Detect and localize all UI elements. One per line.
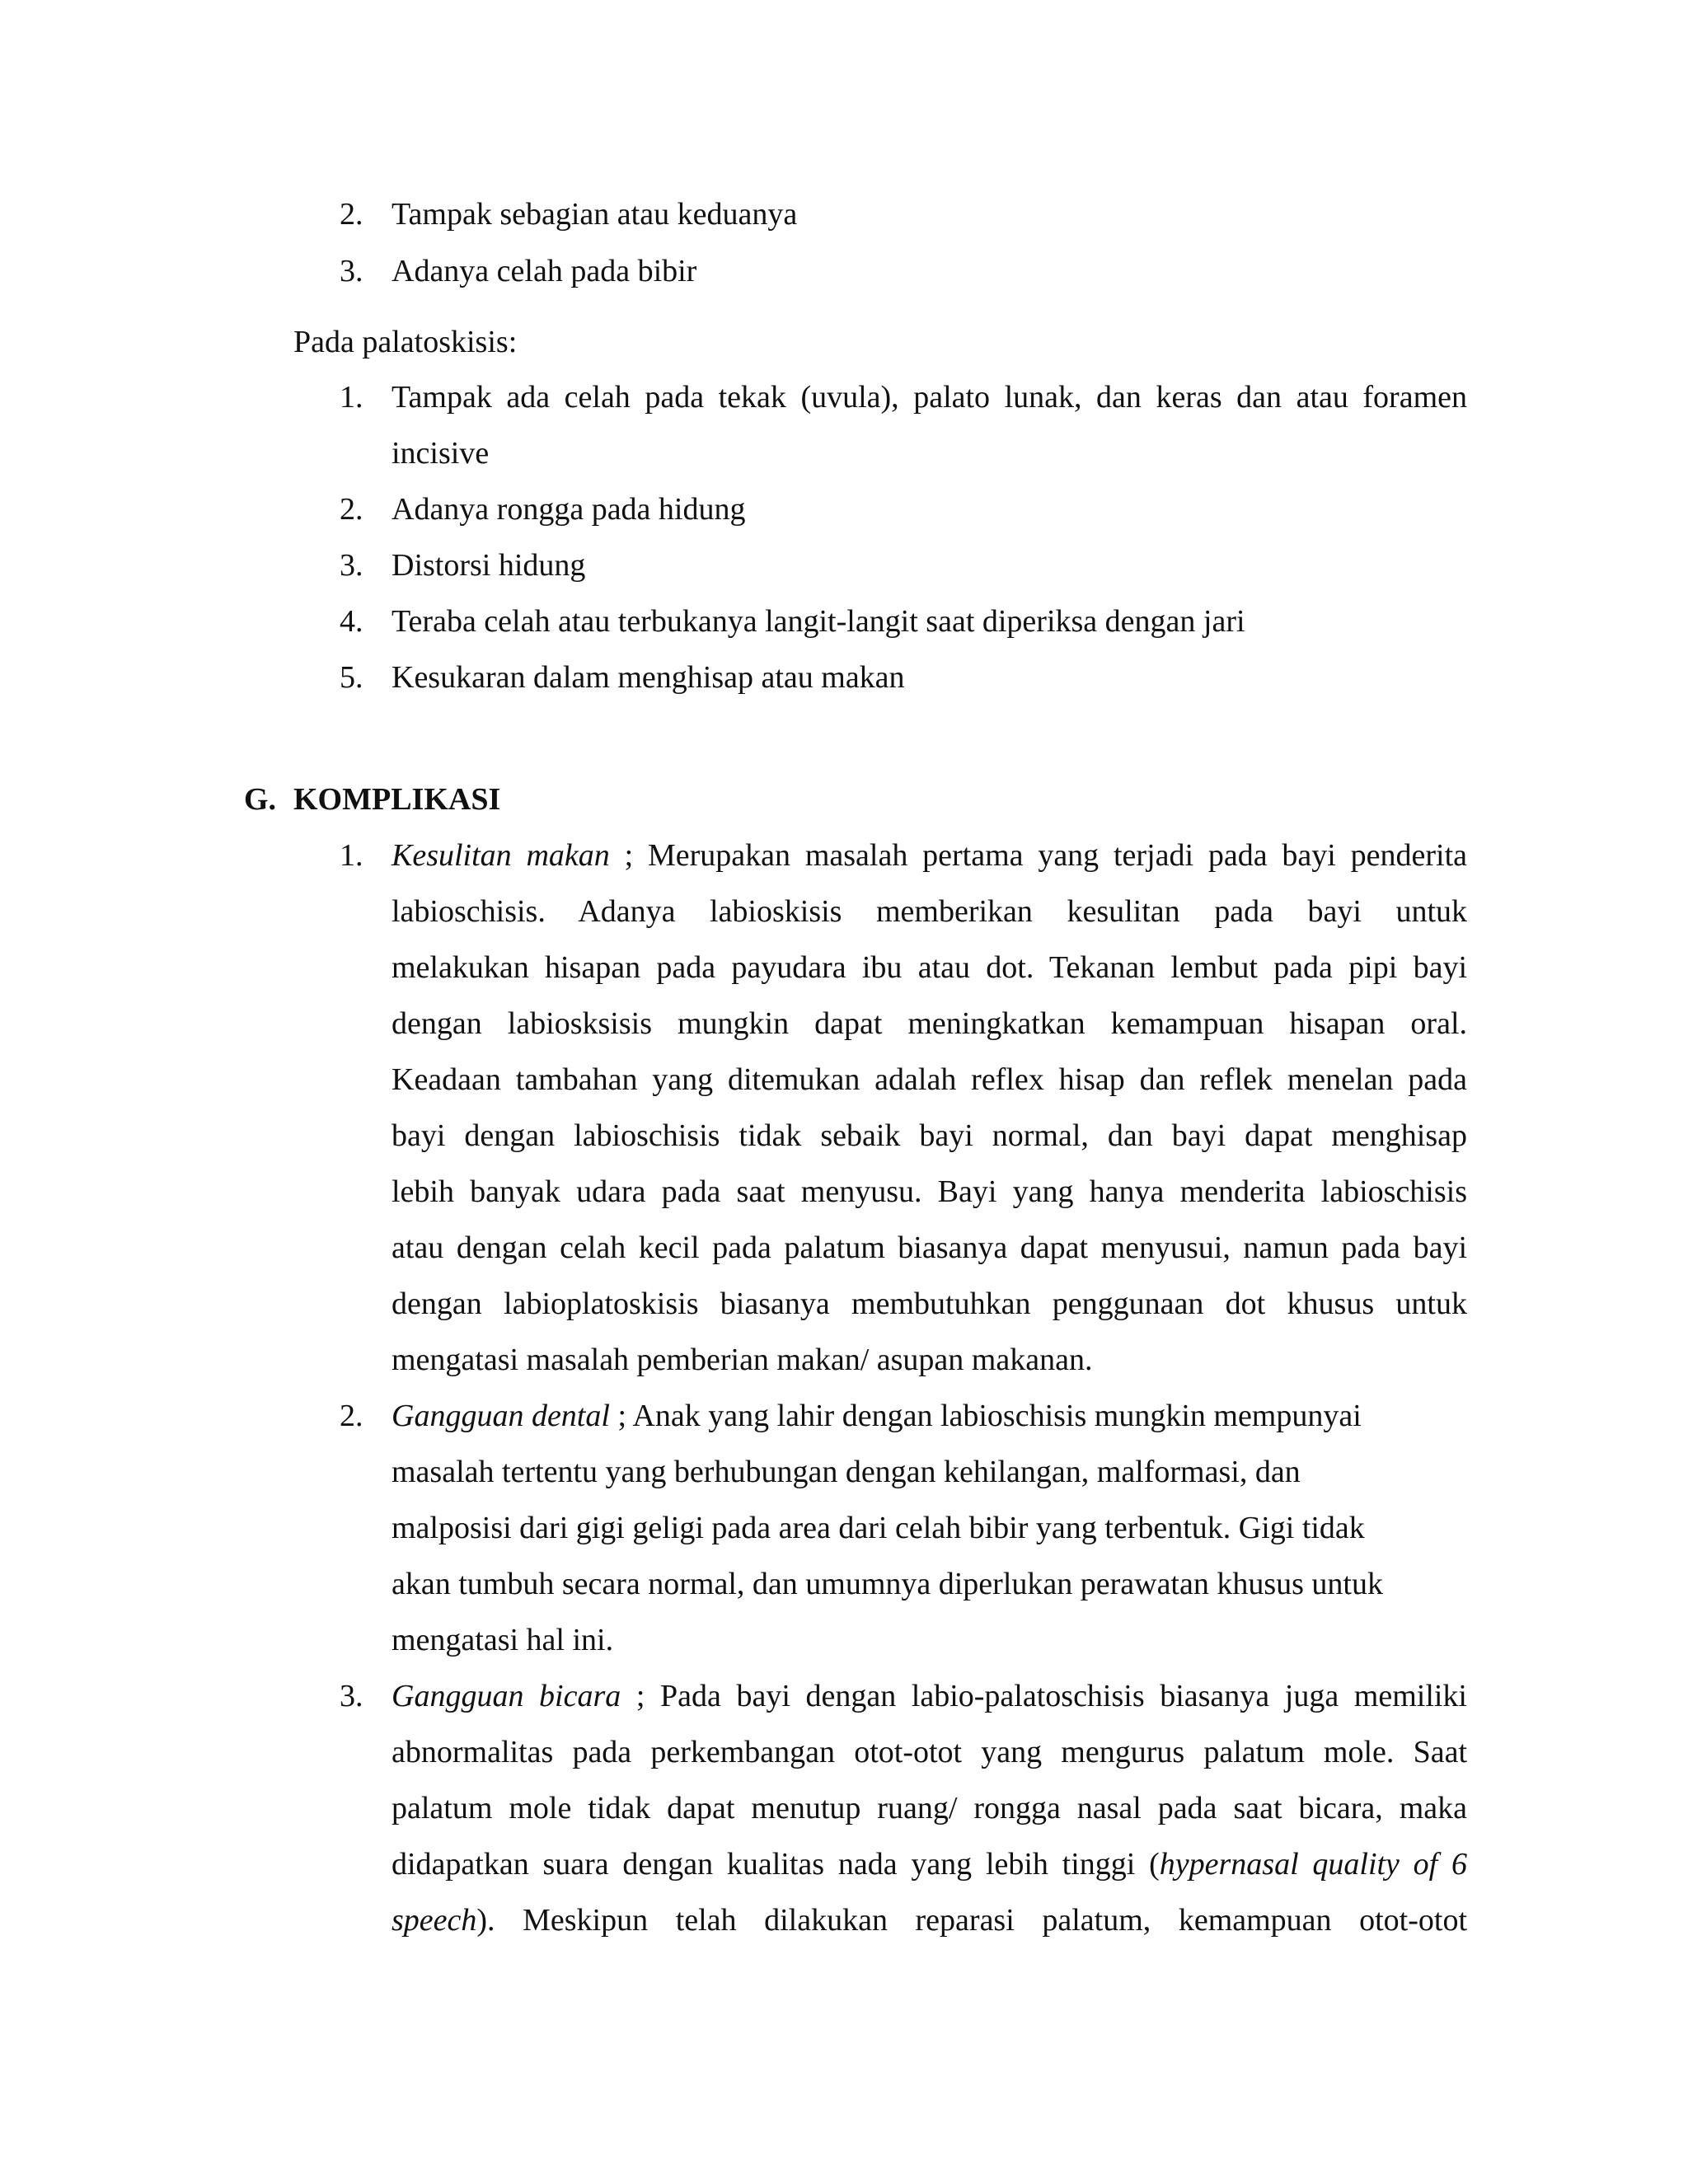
list-item-text: ; Anak yang lahir dengan labioschisis mungkin mempunyai — [609, 1399, 1362, 1433]
list-item-text-cont: abnormalitas pada perkembangan otot-otot yang mengurus palatum mole. Saat — [392, 1735, 1467, 1769]
list-item-text: ; Merupakan masalah pertama yang terjadi pada bayi penderita — [609, 838, 1468, 873]
list-item-text-cont: mengatasi masalah pemberian makan/ asupan makanan. — [392, 1343, 1093, 1377]
list-number: 2. — [340, 492, 363, 527]
list-item-text-cont: mengatasi hal ini. — [392, 1623, 614, 1657]
list-number: 1. — [340, 380, 363, 415]
list-item-text: Distorsi hidung — [392, 548, 586, 583]
list-item-text-cont: akan tumbuh secara normal, dan umumnya diperlukan perawatan khusus untuk — [392, 1567, 1383, 1601]
list-number: 1. — [340, 838, 363, 873]
list-item-text-cont: labioschisis. Adanya labioskisis memberikan kesulitan pada bayi untuk — [392, 894, 1467, 929]
list-item-text-cont: dengan labiosksisis mungkin dapat meningkatkan kemampuan hisapan oral. — [392, 1006, 1467, 1041]
list-item-text: ; Pada bayi dengan labio-palatoschisis biasanya juga memiliki — [621, 1679, 1467, 1713]
list-item-text-cont: lebih banyak udara pada saat menyusu. Bayi yang hanya menderita labioschisis — [392, 1174, 1467, 1209]
section-letter: G. — [244, 782, 277, 817]
list-item-text-cont — [392, 1836, 1467, 1892]
list-item-text-cont: melakukan hisapan pada payudara ibu atau dot. Tekanan lembut pada pipi bayi — [392, 950, 1467, 985]
list-item-text-cont: atau dengan celah kecil pada palatum biasanya dapat menyusui, namun pada bayi — [392, 1230, 1467, 1265]
list-item-term: Gangguan dental — [392, 1399, 610, 1433]
list-item-first-line — [392, 1388, 1467, 1444]
palato-intro: Pada palatoskisis: — [293, 325, 518, 359]
italic-phrase: speech — [392, 1903, 477, 1938]
list-item-text-cont — [392, 1892, 1467, 1948]
list-item-first-line — [392, 827, 1467, 883]
section-heading: KOMPLIKASI — [293, 782, 501, 817]
list-number: 2. — [340, 197, 363, 232]
list-item-text: Teraba celah atau terbukanya langit-langit saat diperiksa dengan jari — [392, 604, 1245, 639]
list-item-text: Adanya rongga pada hidung — [392, 492, 746, 527]
list-number: 3. — [340, 1679, 363, 1713]
list-number: 4. — [340, 604, 363, 639]
list-item-text-cont: dengan labioplatoskisis biasanya membutuhkan penggunaan dot khusus untuk — [392, 1286, 1467, 1321]
italic-phrase: hypernasal quality of 6 — [1159, 1847, 1467, 1882]
list-item-text: Tampak sebagian atau keduanya — [392, 197, 798, 232]
list-item-text-cont: malposisi dari gigi geligi pada area dari celah bibir yang terbentuk. Gigi tidak — [392, 1511, 1365, 1545]
list-item-text: didapatkan suara dengan kualitas nada yang lebih tinggi ( — [392, 1847, 1160, 1882]
list-item-text: Kesukaran dalam menghisap atau makan — [392, 660, 905, 695]
list-item-text: Tampak ada celah pada tekak (uvula), palato lunak, dan keras dan atau foramen — [392, 380, 1467, 415]
list-item-text-cont: masalah tertentu yang berhubungan dengan kehilangan, malformasi, dan — [392, 1455, 1301, 1489]
list-item-first-line — [392, 1668, 1467, 1724]
list-item-text-cont: palatum mole tidak dapat menutup ruang/ rongga nasal pada saat bicara, maka — [392, 1791, 1467, 1825]
list-item-text-cont: Keadaan tambahan yang ditemukan adalah reflex hisap dan reflek menelan pada — [392, 1062, 1467, 1097]
list-item-text-cont: incisive — [392, 436, 490, 471]
list-number: 3. — [340, 254, 363, 288]
list-number: 5. — [340, 660, 363, 695]
list-item-text-cont: bayi dengan labioschisis tidak sebaik bayi normal, dan bayi dapat menghisap — [392, 1118, 1467, 1153]
list-item-term: Gangguan bicara — [392, 1679, 621, 1713]
list-number: 3. — [340, 548, 363, 583]
list-item-term: Kesulitan makan — [392, 838, 610, 873]
list-item-text: Adanya celah pada bibir — [392, 254, 697, 288]
list-item-text: ). Meskipun telah dilakukan reparasi palatum, kemampuan otot-otot — [476, 1903, 1467, 1938]
list-number: 2. — [340, 1399, 363, 1433]
